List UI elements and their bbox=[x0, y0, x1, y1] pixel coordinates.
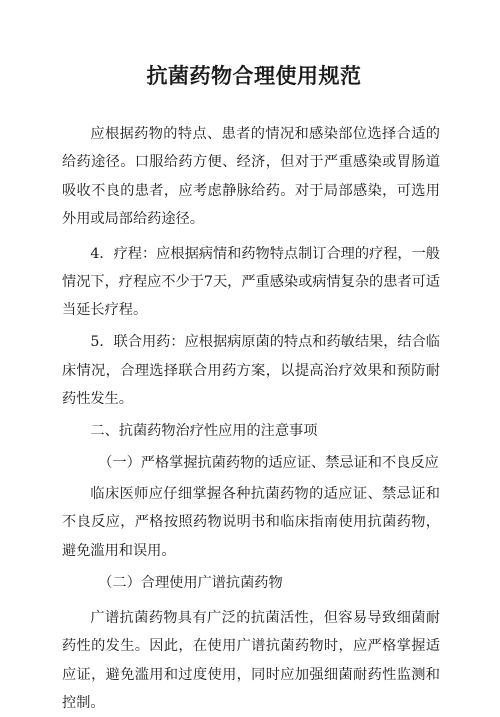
section-heading-precautions: 二、抗菌药物治疗性应用的注意事项 bbox=[90, 423, 318, 440]
subheading-indications: （一）严格掌握抗菌药物的适应证、禁忌证和不良反应 bbox=[98, 454, 439, 471]
paragraph-combination-therapy: 5．联合用药：应根据病原菌的特点和药敏结果，结合临床情况，合理选择联合用药方案，以提高治疗效果和预防耐药性发生。 bbox=[62, 334, 440, 408]
paragraph-course-of-treatment: 4．疗程：应根据病情和药物特点制订合理的疗程，一般情况下，疗程应不少于7天，严重感染或病情复杂的患者可适当延长疗程。 bbox=[62, 245, 440, 319]
paragraph-broad-spectrum: 广谱抗菌药物具有广泛的抗菌活性，但容易导致细菌耐药性的发生。因此，在使用广谱抗菌药物时，应严格掌握适应证，避免滥用和过度使用，同时应加强细菌耐药性监测和控制。 bbox=[62, 609, 440, 711]
document-title: 抗菌药物合理使用规范 bbox=[146, 64, 362, 88]
paragraph-administration-route: 应根据药物的特点、患者的情况和感染部位选择合适的给药途径。口服给药方便、经济，但对于严重感染或胃肠道吸收不良的患者，应考虑静脉给药。对于局部感染，可选用外用或局部给药途径。 bbox=[62, 126, 440, 228]
paragraph-indications: 临床医师应仔细掌握各种抗菌药物的适应证、禁忌证和不良反应，严格按照药物说明书和临床指南使用抗菌药物，避免滥用和误用。 bbox=[62, 486, 440, 559]
subheading-broad-spectrum: （二）合理使用广谱抗菌药物 bbox=[98, 575, 283, 592]
